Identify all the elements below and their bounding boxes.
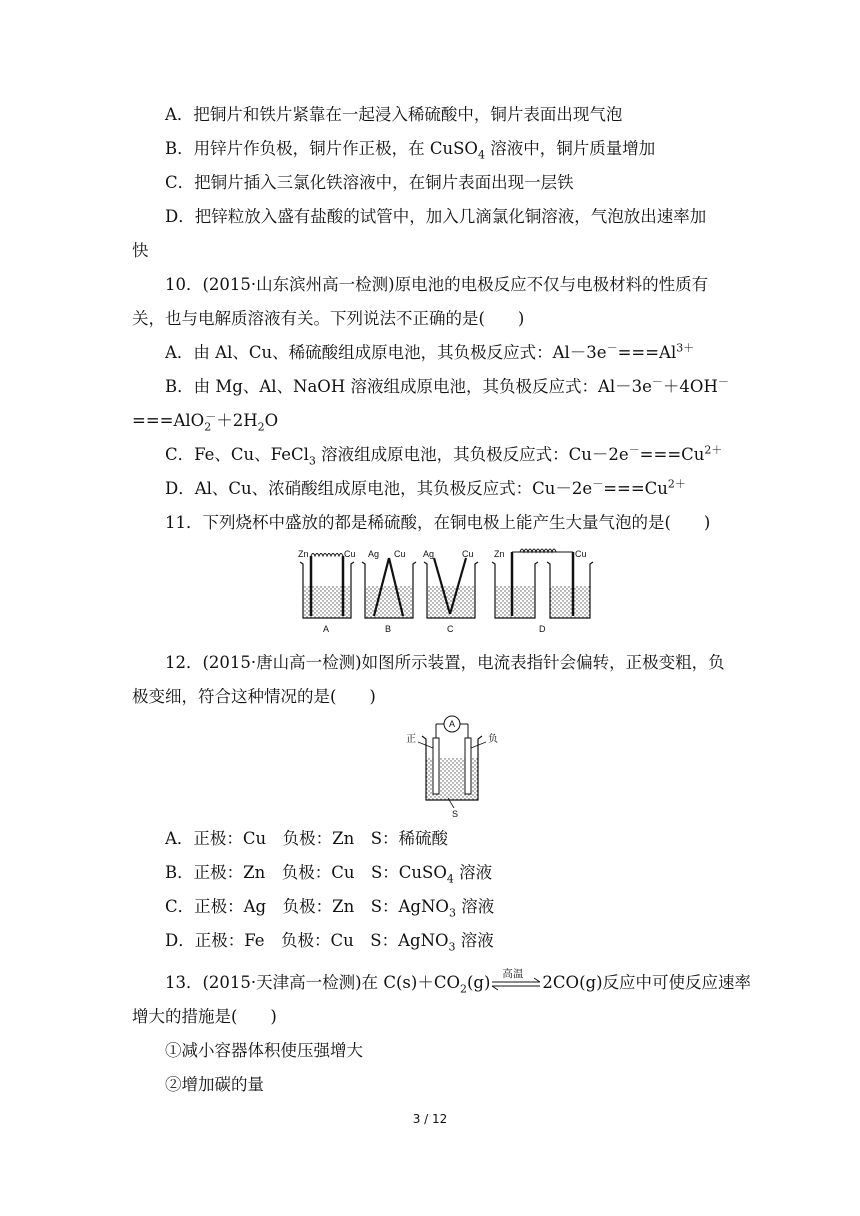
- beaker-d-caption: D: [539, 624, 546, 634]
- beaker-c: [423, 549, 478, 634]
- q9-option-b: B．用锌片作负极，铜片作正极，在 CuSO$_4$ 溶液中，铜片质量增加: [165, 139, 656, 162]
- beaker-b-left-label: Ag: [368, 549, 380, 559]
- ammeter-label: A: [449, 719, 456, 729]
- q10-stem-line2: 关，也与电解质溶液有关。下列说法不正确的是( ): [132, 309, 525, 328]
- q10-option-d: D．Al、Cu、浓硝酸组成原电池，其负极反应式：$Cu-2e^-===Cu^{2+}$: [165, 477, 686, 498]
- q12-stem-line2: 极变细，符合这种情况的是( ): [132, 687, 376, 706]
- q11-beakers-figure: [290, 544, 610, 639]
- q12-option-a: A．正极：Cu 负极：Zn S：稀硫酸: [165, 829, 449, 848]
- negative-electrode-label: 负: [488, 734, 498, 745]
- beaker-a: [298, 549, 356, 634]
- q10-option-b-line1: B．由 Mg、Al、NaOH 溶液组成原电池，其负极反应式：Al－3e－＋4OH－: [165, 375, 729, 396]
- q9-option-c: C．把铜片插入三氯化铁溶液中，在铜片表面出现一层铁: [165, 173, 574, 192]
- q9-option-a: A．把铜片和铁片紧靠在一起浸入稀硫酸中，铜片表面出现气泡: [165, 105, 623, 124]
- q11-stem: 11．下列烧杯中盛放的都是稀硫酸，在铜电极上能产生大量气泡的是( ): [165, 513, 711, 532]
- beaker-d-right-label: Cu: [575, 549, 587, 559]
- q13-choice-2: ②增加碳的量: [165, 1075, 264, 1094]
- page-number: 3 / 12: [412, 1112, 448, 1126]
- q13-stem-line1: 13．(2015·天津高一检测)在 $C(s)+CO_2(g)$ 高温 2CO(g)反应中可使反应速率: [165, 967, 752, 996]
- beaker-a-left-label: Zn: [298, 549, 309, 559]
- q12-option-c: C．正极：Ag 负极：Zn S：AgNO$_3$ 溶液: [165, 897, 495, 920]
- q12-option-b: B．正极：Zn 负极：Cu S：CuSO$_4$ 溶液: [165, 863, 493, 886]
- q10-option-a: A．由 Al、Cu、稀硫酸组成原电池，其负极反应式：$Al-3e^-===Al^{3+}$: [165, 341, 695, 362]
- solution-label: S: [452, 809, 459, 819]
- beaker-c-left-label: Ag: [423, 549, 435, 559]
- reversible-arrow-icon: 高温: [490, 973, 542, 995]
- q10-stem-line1: 10．(2015·山东滨州高一检测)原电池的电极反应不仅与电极材料的性质有: [165, 275, 709, 294]
- q10-option-c: C．Fe、Cu、FeCl$_3$ 溶液组成原电池，其负极反应式：$Cu-2e^-===Cu^{2+}$: [165, 443, 723, 468]
- q13-choice-1: ①减小容器体积使压强增大: [165, 1041, 363, 1060]
- beaker-a-caption: A: [323, 624, 330, 634]
- q9-option-d-line2: 快: [132, 241, 149, 260]
- beaker-d: [492, 549, 593, 634]
- beaker-b: [362, 549, 416, 634]
- beaker-d-left-label: Zn: [494, 549, 505, 559]
- beaker-c-right-label: Cu: [462, 549, 474, 559]
- q12-option-d: D．正极：Fe 负极：Cu S：AgNO$_3$ 溶液: [165, 931, 494, 954]
- q13-stem-line2: 增大的措施是( ): [132, 1007, 277, 1026]
- beaker-b-caption: B: [385, 624, 392, 634]
- q12-stem-line1: 12．(2015·唐山高一检测)如图所示装置，电流表指针会偏转，正极变粗，负: [165, 653, 725, 672]
- positive-electrode-label: 正: [406, 734, 416, 745]
- q10-option-b-line2: $===AlO_2^-+2H_2O$: [132, 409, 279, 434]
- beaker-a-right-label: Cu: [344, 549, 356, 559]
- q12-cell-figure: [398, 712, 508, 820]
- beaker-b-right-label: Cu: [394, 549, 406, 559]
- q9-option-d-line1: D．把锌粒放入盛有盐酸的试管中，加入几滴氯化铜溶液，气泡放出速率加: [165, 207, 707, 226]
- beaker-c-caption: C: [447, 624, 454, 634]
